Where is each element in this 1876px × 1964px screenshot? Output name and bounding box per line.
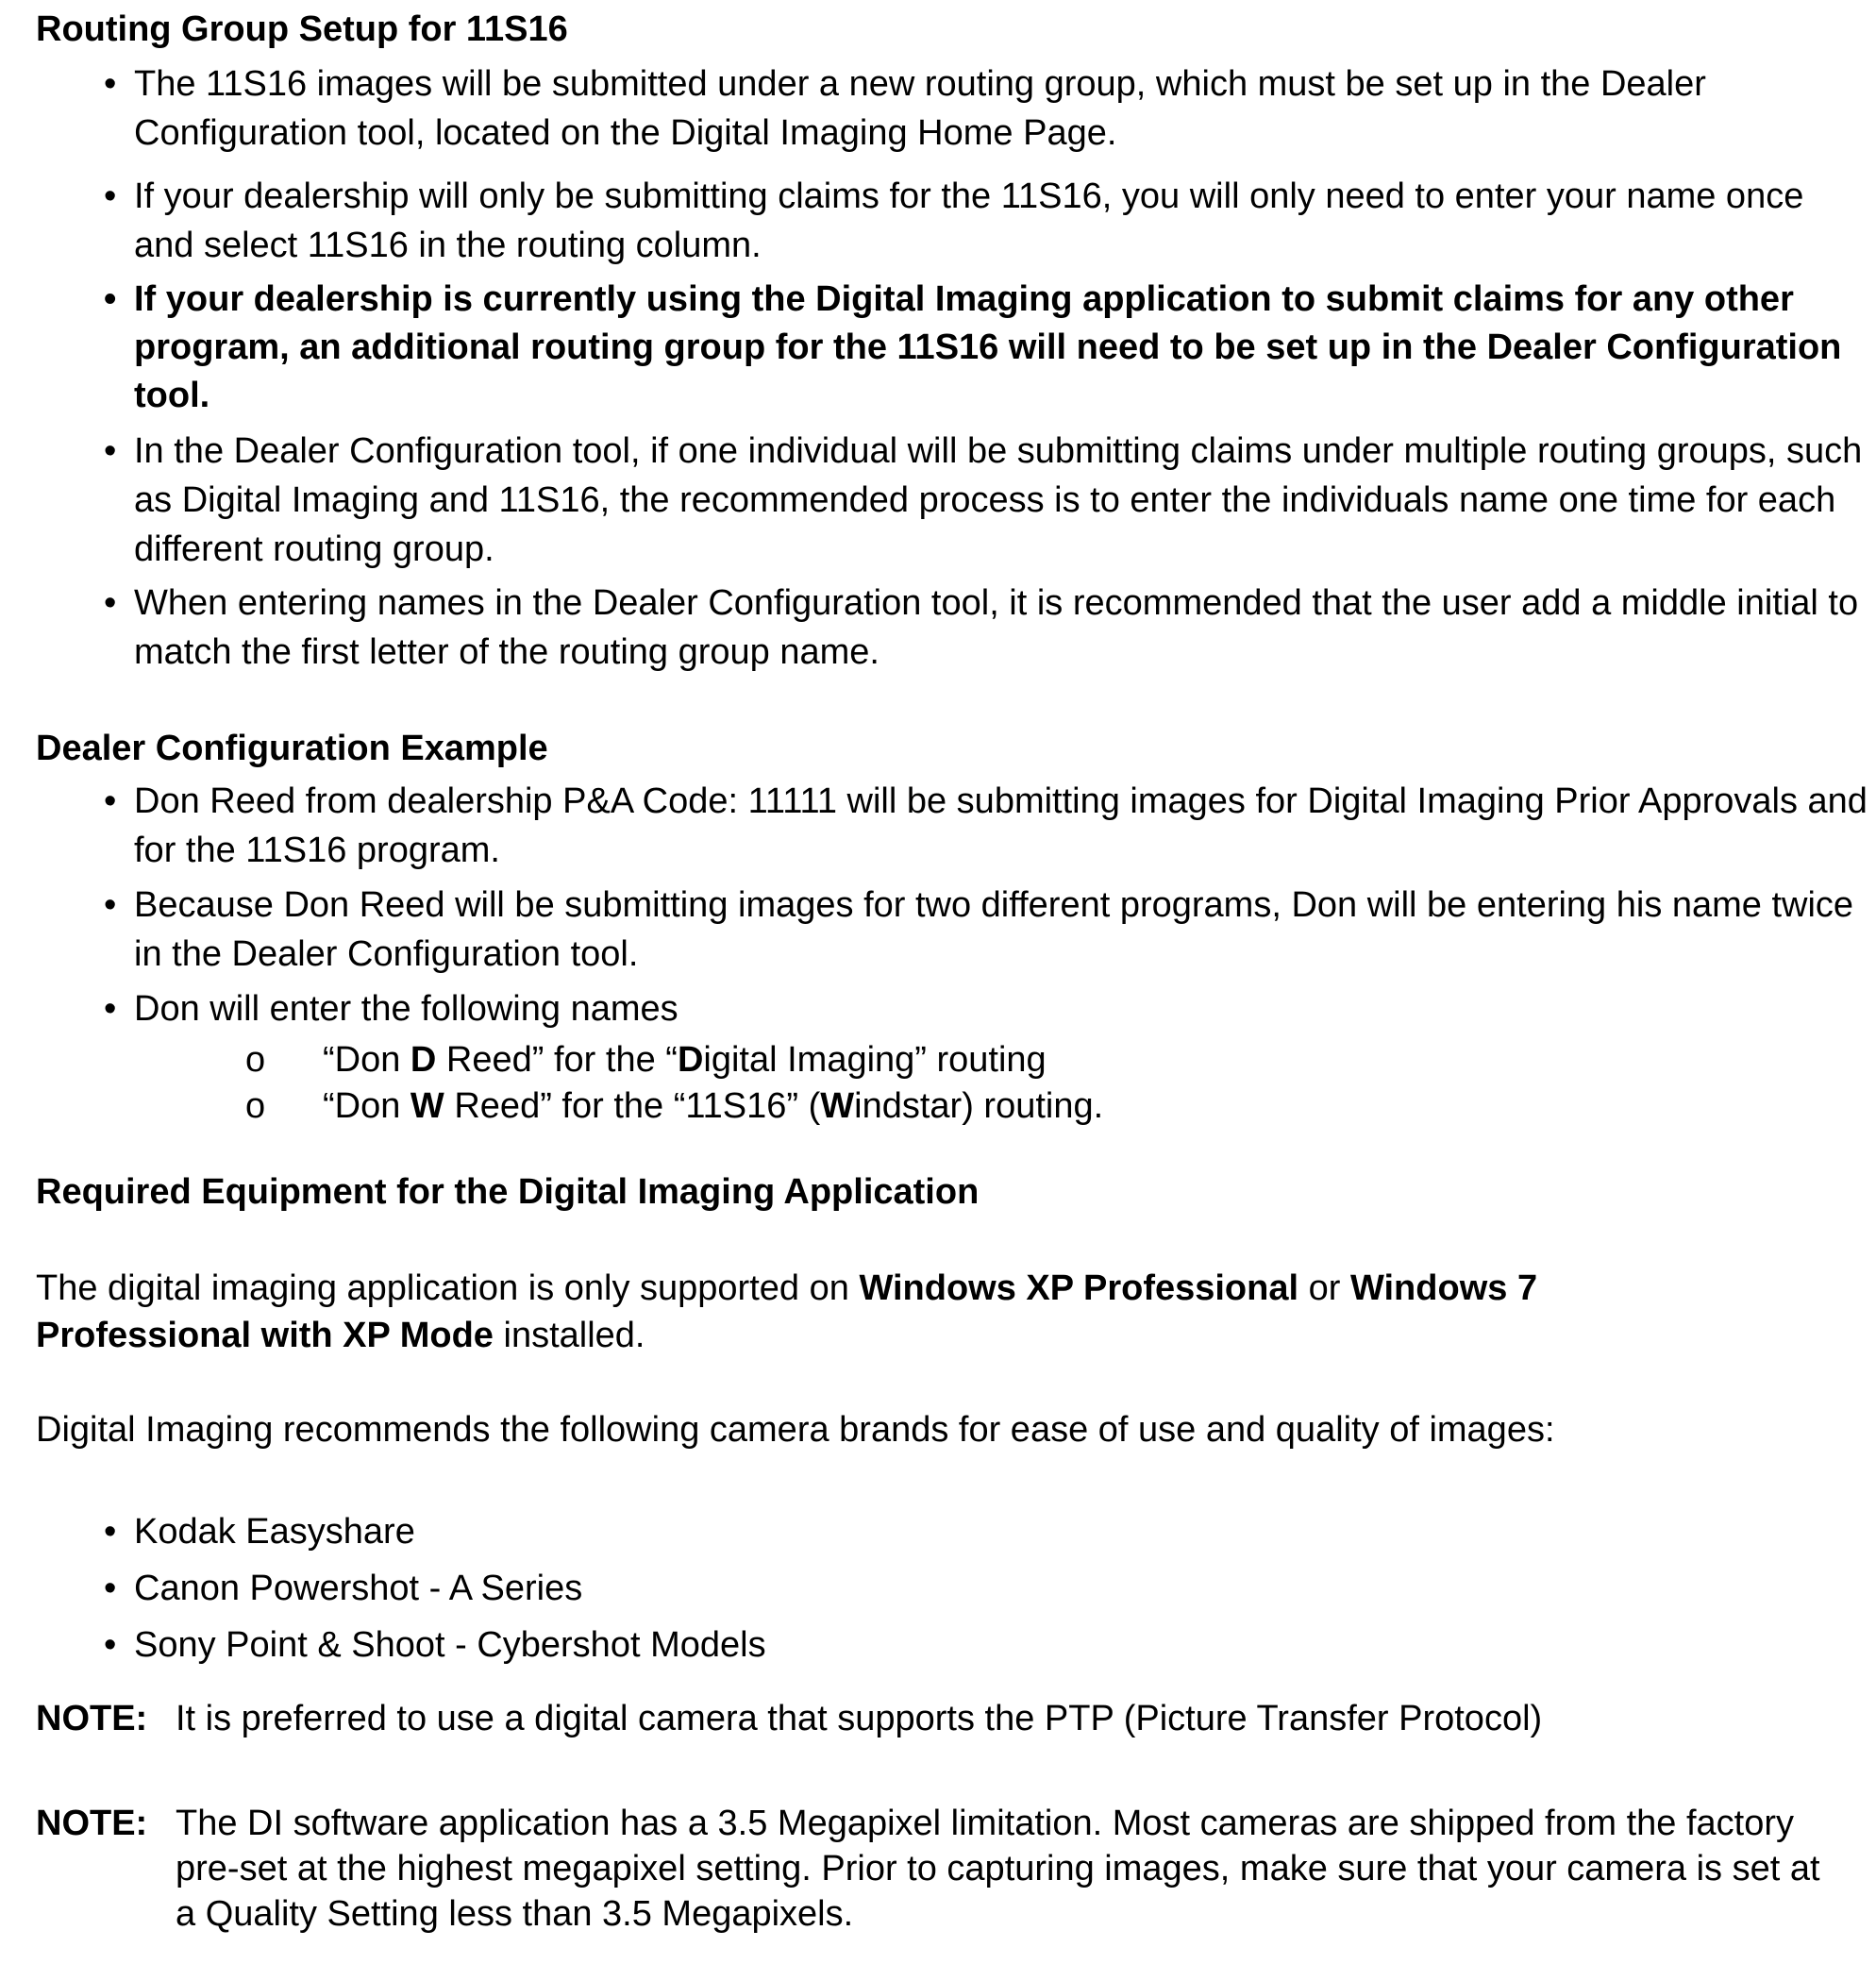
list-item-text: Don Reed from dealership P&A Code: 11111 will be submitting images for Digital Imaging Prior Approvals and for the 11S16 program. <box>134 781 1868 870</box>
bullet-icon: • <box>104 583 117 623</box>
list-item-text: Because Don Reed will be submitting images for two different programs, Don will be entering his name twice in the Dealer Configuration tool. <box>134 885 1854 974</box>
list-item <box>104 1564 1868 1613</box>
sub-bullet-icon: o <box>245 1086 266 1126</box>
list-item <box>104 59 1868 158</box>
list-item-text: The 11S16 images will be submitted under a new routing group, which must be set up in the Dealer Configuration tool, located on the Digital Imaging Home Page. <box>134 64 1706 153</box>
list-item-text: If your dealership is currently using the Digital Imaging application to submit claims for any other program, an additional routing group for the 11S16 will need to be set up in the Dealer Configuration tool. <box>134 279 1842 415</box>
list-item <box>104 427 1868 574</box>
list-item-text: When entering names in the Dealer Configuration tool, it is recommended that the user add a middle initial to match the first letter of the routing group name. <box>134 583 1859 672</box>
list-item <box>104 881 1868 979</box>
list-item-text: Don will enter the following names <box>134 989 678 1029</box>
bullet-icon: • <box>104 1569 117 1608</box>
list-item <box>104 579 1868 677</box>
list-item-text: Sony Point & Shoot - Cybershot Models <box>134 1625 766 1665</box>
bullet-icon: • <box>104 279 117 319</box>
bullet-icon: • <box>104 781 117 821</box>
bullet-icon: • <box>104 431 117 471</box>
list-item <box>104 276 1868 420</box>
dealer-config-heading: Dealer Configuration Example <box>36 729 548 768</box>
list-item-text: If your dealership will only be submitting claims for the 11S16, you will only need to enter your name once and select 11S16 in the routing column. <box>134 176 1804 265</box>
bullet-icon: • <box>104 885 117 925</box>
bullet-icon: • <box>104 1625 117 1665</box>
list-item <box>104 172 1868 270</box>
list-item-text: Kodak Easyshare <box>134 1512 415 1552</box>
list-item-text: Canon Powershot - A Series <box>134 1569 583 1608</box>
sub-bullet-icon: o <box>245 1040 266 1080</box>
sub-list-item-text: “Don D Reed” for the “Digital Imaging” routing <box>323 1040 1047 1080</box>
note-label: NOTE: <box>36 1804 148 1843</box>
routing-group-heading: Routing Group Setup for 11S16 <box>36 9 568 49</box>
note-text: It is preferred to use a digital camera that supports the PTP (Picture Transfer Protocol) <box>176 1699 1543 1738</box>
list-item <box>104 1620 1868 1670</box>
list-item <box>104 1507 1868 1556</box>
list-item <box>104 984 1868 1033</box>
sub-list-item-text: “Don W Reed” for the “11S16” (Windstar) routing. <box>323 1086 1104 1126</box>
bullet-icon: • <box>104 989 117 1029</box>
note-megapixel <box>36 1801 1829 1937</box>
camera-recommendation-text: Digital Imaging recommends the following camera brands for ease of use and quality of images: <box>36 1410 1555 1450</box>
os-support-paragraph: The digital imaging application is only supported on Windows XP Professional or Windows 7 Professional with XP Mode installed. <box>36 1268 1538 1355</box>
bullet-icon: • <box>104 176 117 216</box>
list-item-text: In the Dealer Configuration tool, if one individual will be submitting claims under multiple routing groups, such as Digital Imaging and 11S16, the recommended process is to enter the individuals name one time for each different routing group. <box>134 431 1863 569</box>
required-equipment-heading: Required Equipment for the Digital Imaging Application <box>36 1172 980 1212</box>
note-ptp <box>36 1696 1829 1741</box>
note-label: NOTE: <box>36 1699 148 1738</box>
note-text: The DI software application has a 3.5 Megapixel limitation. Most cameras are shipped from the factory pre-set at the highest megapixel setting. Prior to capturing images, make sure that your camera is set at a Quality Setting less than 3.5 Megapixels. <box>176 1804 1820 1934</box>
list-item <box>104 777 1868 875</box>
bullet-icon: • <box>104 64 117 104</box>
bullet-icon: • <box>104 1512 117 1552</box>
